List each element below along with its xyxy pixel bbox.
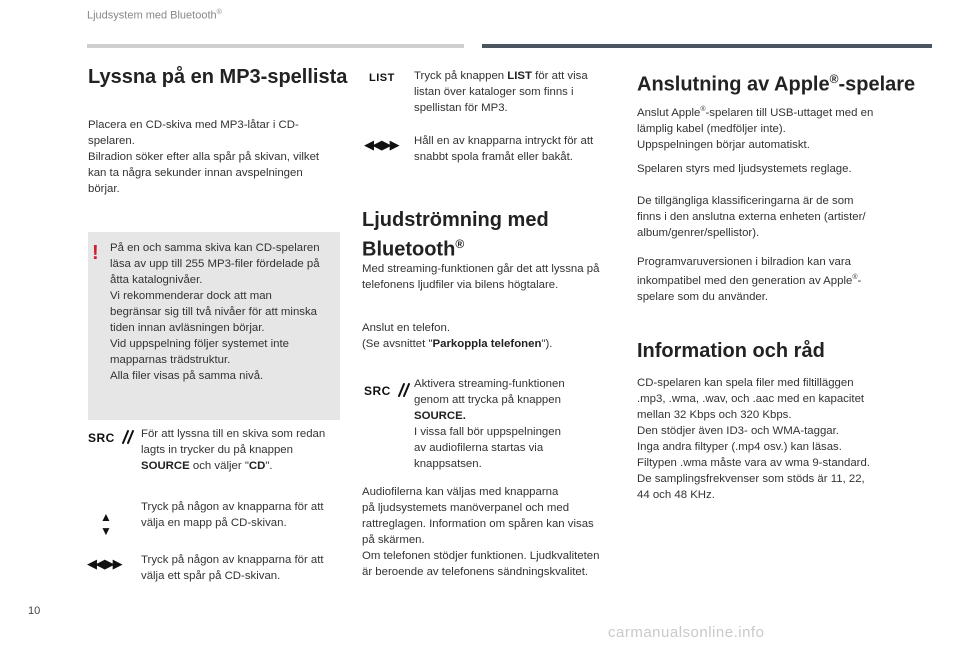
cd-info-line: .mp3, .wma, .wav, och .aac med en kapacitet bbox=[637, 393, 865, 405]
title-apple-pre: Anslutning av Apple bbox=[637, 73, 830, 96]
classification-line: De tillgängliga klassificeringarna är de som bbox=[637, 195, 854, 207]
audio-files-line: är beroende av telefonens sändningskvalitet. bbox=[362, 566, 589, 578]
src-button-icon bbox=[364, 383, 411, 398]
src-cd-text bbox=[141, 426, 346, 474]
title-apple-post: -spelare bbox=[838, 73, 916, 96]
up-down-arrows-icon bbox=[99, 510, 113, 538]
connect-phone-text bbox=[362, 320, 622, 352]
cd-info-line: Inga andra filtyper (.mp4 osv.) kan läsas. bbox=[637, 441, 842, 453]
title-mp3-playlist: Lyssna på en MP3-spellista bbox=[88, 66, 348, 88]
audio-files-line: på ljudsystemets manöverpanel och med bbox=[362, 502, 570, 514]
cd-info-line: mellan 32 Kbps och 320 Kbps. bbox=[637, 409, 792, 421]
list-line: listan över kataloger som finns i bbox=[414, 86, 574, 98]
watermark: carmanualsonline.info bbox=[608, 624, 765, 641]
phone-slash-icon bbox=[119, 430, 135, 444]
list-text bbox=[414, 68, 619, 116]
phone-slash-icon bbox=[395, 383, 411, 397]
warning-icon: ! bbox=[92, 242, 99, 264]
note-line: tiden innan avläsningen börjar. bbox=[110, 322, 265, 334]
cd-info-line: De samplingsfrekvenser som stöds är 11, 22, bbox=[637, 473, 865, 485]
seek-arrows-icon: ◀◀ ▶▶ bbox=[364, 137, 398, 152]
src-cd-line: lagts in trycker du på knappen bbox=[141, 444, 293, 456]
compat-line: Programvaruversionen i bilradion kan vara bbox=[637, 256, 851, 268]
title-bluetooth-streaming bbox=[362, 208, 549, 262]
src-cd-line bbox=[141, 458, 346, 474]
cd-info-text bbox=[637, 375, 899, 503]
src-cd-line: För att lyssna till en skiva som redan bbox=[141, 428, 326, 440]
pair-phone-link: Parkoppla telefonen bbox=[432, 338, 542, 350]
src-icon-label: SRC bbox=[88, 431, 115, 445]
title-bt-line1: Ljudströmning med bbox=[362, 209, 549, 231]
streaming-activate-text bbox=[414, 376, 619, 472]
cd-keyword: CD bbox=[248, 460, 266, 472]
list-button-icon: LIST bbox=[369, 72, 395, 84]
activate-line: Aktivera streaming-funktionen bbox=[414, 378, 565, 390]
apple-classifications-text bbox=[637, 193, 899, 241]
track-select-text bbox=[141, 552, 346, 584]
down-arrow-icon: ▼ bbox=[100, 524, 112, 538]
section-header-reg: ® bbox=[216, 9, 222, 16]
connect-phone-line: Anslut en telefon. bbox=[362, 322, 451, 334]
note-text bbox=[110, 240, 338, 384]
src-cd-end: ". bbox=[265, 460, 273, 472]
compat-post: - bbox=[857, 274, 862, 287]
apple-connect-line: lämplig kabel (medföljer inte). bbox=[637, 122, 786, 135]
note-line: Alla filer visas på samma nivå. bbox=[110, 370, 264, 382]
section-header bbox=[87, 9, 222, 22]
apple-connect-line bbox=[637, 102, 899, 121]
compat-reg: ® bbox=[852, 274, 858, 281]
source-keyword: SOURCE. bbox=[414, 410, 466, 422]
hold-text bbox=[414, 133, 619, 165]
list-post: för att visa bbox=[531, 70, 588, 82]
list-line: spellistan för MP3. bbox=[414, 102, 508, 114]
activate-line: genom att trycka på knappen bbox=[414, 394, 561, 406]
mp3-intro-line: börjar. bbox=[88, 183, 120, 195]
activate-line: knappsatsen. bbox=[414, 458, 482, 470]
list-line bbox=[414, 68, 619, 84]
audio-files-line: rattreglagen. Information om spåren kan visas bbox=[362, 518, 594, 530]
track-select-line: Tryck på någon av knapparna för att bbox=[141, 554, 324, 566]
streaming-intro-line: Med streaming-funktionen går det att lyssna på bbox=[362, 263, 600, 275]
apple-connect-text bbox=[637, 102, 899, 153]
title-apple-connection bbox=[637, 67, 915, 97]
title-bt-line2 bbox=[362, 232, 549, 262]
track-select-line: välja ett spår på CD-skivan. bbox=[141, 570, 281, 582]
list-pre: Tryck på knappen bbox=[414, 70, 508, 82]
cd-info-line: Den stödjer även ID3- och WMA-taggar. bbox=[637, 425, 839, 437]
cd-info-line: 44 och 48 KHz. bbox=[637, 489, 715, 501]
compat-line: spelare som du använder. bbox=[637, 290, 769, 303]
src-button-icon bbox=[88, 430, 135, 445]
cd-info-line: Filtypen .wma måste vara av wma 9-standard. bbox=[637, 457, 870, 469]
audio-files-line: Om telefonen stödjer funktionen. Ljudkvaliteten bbox=[362, 550, 600, 562]
cd-info-line: CD-spelaren kan spela filer med filtilläggen bbox=[637, 377, 854, 389]
title-apple-reg: ® bbox=[829, 72, 839, 86]
hold-line: Håll en av knapparna intryckt för att bbox=[414, 135, 594, 147]
page-number: 10 bbox=[28, 605, 41, 617]
source-keyword: SOURCE bbox=[141, 460, 190, 472]
compat-pre: inkompatibel med den generation av Apple bbox=[637, 274, 853, 287]
note-line: På en och samma skiva kan CD-spelaren bbox=[110, 242, 320, 254]
apple-controls-text: Spelaren styrs med ljudsystemets reglage. bbox=[637, 163, 852, 175]
note-line: åtta katalognivåer. bbox=[110, 274, 203, 286]
apple-pre: Anslut Apple bbox=[637, 106, 701, 119]
audio-files-line: på skärmen. bbox=[362, 534, 425, 546]
compat-line bbox=[637, 270, 899, 289]
classification-line: album/genrer/spellistor). bbox=[637, 227, 760, 239]
mp3-intro-line: kan ta några sekunder innan avspelningen bbox=[88, 167, 303, 179]
folder-select-text bbox=[141, 499, 346, 531]
note-line: Vid uppspelning följer systemet inte bbox=[110, 338, 289, 350]
src-cd-mid: och väljer " bbox=[189, 460, 249, 472]
streaming-intro bbox=[362, 261, 622, 293]
apple-reg: ® bbox=[700, 106, 706, 113]
audio-files-text bbox=[362, 484, 624, 580]
mp3-intro-line: Bilradion söker efter alla spår på skivan, vilket bbox=[88, 151, 320, 163]
list-keyword: LIST bbox=[507, 70, 532, 82]
mp3-intro-line: spelaren. bbox=[88, 135, 135, 147]
activate-line: av audiofilerna startas via bbox=[414, 442, 544, 454]
mp3-intro bbox=[88, 117, 348, 197]
connect-post: "). bbox=[541, 338, 553, 350]
hold-line: snabbt spola framåt eller bakåt. bbox=[414, 151, 573, 163]
mp3-intro-line: Placera en CD-skiva med MP3-låtar i CD- bbox=[88, 119, 299, 131]
activate-line: I vissa fall bör uppspelningen bbox=[414, 426, 561, 438]
title-info-advice: Information och råd bbox=[637, 340, 825, 362]
streaming-intro-line: telefonens ljudfiler via bilens högtalare. bbox=[362, 279, 559, 291]
seek-arrows-icon: ◀◀ ▶▶ bbox=[87, 556, 121, 571]
note-line: Vi rekommenderar dock att man bbox=[110, 290, 272, 302]
apple-connect-line: Uppspelningen börjar automatiskt. bbox=[637, 138, 810, 151]
title-bt-reg: ® bbox=[455, 237, 465, 251]
connect-phone-line bbox=[362, 336, 622, 352]
apple-compat-text bbox=[637, 254, 899, 305]
header-rule-left bbox=[87, 44, 464, 48]
classification-line: finns i den anslutna externa enheten (artister/ bbox=[637, 211, 866, 223]
src-icon-label: SRC bbox=[364, 384, 391, 398]
folder-select-line: välja en mapp på CD-skivan. bbox=[141, 517, 287, 529]
folder-select-line: Tryck på någon av knapparna för att bbox=[141, 501, 324, 513]
title-bt-word: Bluetooth bbox=[362, 238, 456, 261]
activate-line bbox=[414, 408, 619, 424]
note-line: mapparnas trädstruktur. bbox=[110, 354, 231, 366]
section-header-text: Ljudsystem med Bluetooth bbox=[87, 9, 217, 22]
apple-post: -spelaren till USB-uttaget med en bbox=[705, 106, 874, 119]
note-line: läsa av upp till 255 MP3-filer fördelade på bbox=[110, 258, 320, 270]
connect-pre: (Se avsnittet " bbox=[362, 338, 433, 350]
audio-files-line: Audiofilerna kan väljas med knapparna bbox=[362, 486, 559, 498]
note-line: begränsar sig till två nivåer för att minska bbox=[110, 306, 318, 318]
header-rule-right bbox=[482, 44, 932, 48]
up-arrow-icon: ▲ bbox=[100, 510, 112, 524]
